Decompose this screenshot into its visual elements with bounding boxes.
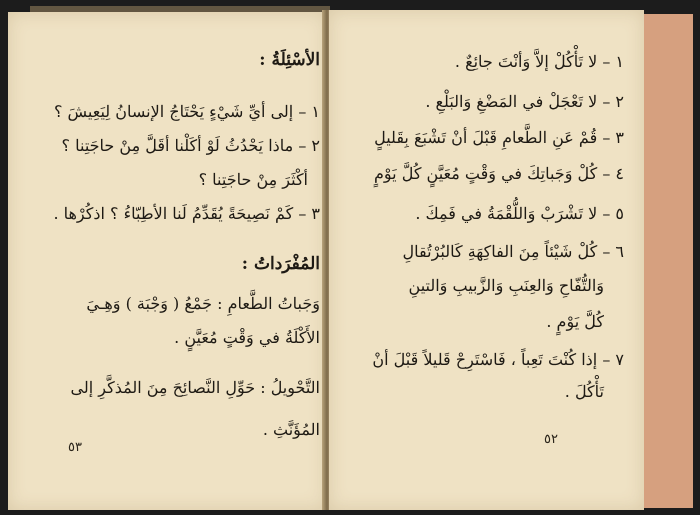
right-page [329,10,644,510]
page-number-left: ٥٣ [68,440,82,455]
transformation-exercise-continued: المُؤَنَّثِ . [262,420,320,439]
advice-3: ٣ – قُمْ عَنِ الطَّعامِ قَبْلَ أنْ تَشْبَعَ بِقَليلٍ [374,128,624,147]
advice-6-continued: وَالتُّفّاحِ وَالعِنَبِ وَالزَّبيبِ وَالتينِ [408,276,604,295]
advice-6-end: كُلَّ يَوْمٍ . [546,312,604,331]
question-2-continued: أكْثَرَ مِنْ حاجَتِنا ؟ [198,170,308,189]
left-page [8,12,327,510]
advice-5: ٥ – لا تَشْرَبْ وَاللُّقْمَةُ في فَمِكَ . [415,204,624,223]
transformation-exercise: التَّحْويلُ : حَوِّلِ النَّصائِحَ مِنَ المُذكَّرِ إلى [70,378,320,397]
questions-heading: الأسْئِلَةُ : [259,50,320,70]
advice-6: ٦ – كُلْ شَيْئاً مِنَ الفاكِهَةِ كَالبُرْتُقالِ [402,242,624,261]
question-3: ٣ – كَمْ نَصِيحَةً يُقَدِّمُ لَنا الأطِبّاءُ ؟ اذكُرْها . [53,204,320,223]
page-number-right: ٥٢ [544,432,558,447]
advice-1: ١ – لا تَأْكُلْ إلاَّ وَأنْتَ جائِعٌ . [454,52,624,71]
vocabulary-heading: المُفْرَداتُ : [241,254,320,274]
question-2: ٢ – ماذا يَحْدُثُ لَوْ أكَلْنا أقَلَّ مِنْ حاجَتِنا ؟ [61,136,320,155]
back-cover-edge [640,14,693,508]
vocabulary-entry-continued: الأَكْلَةُ في وَقْتٍ مُعَيَّنٍ . [174,328,320,347]
advice-2: ٢ – لا تَعْجَلْ في المَضْغِ وَالبَلْعِ . [425,92,624,111]
advice-7-continued: تَأْكُلَ . [564,382,604,401]
advice-4: ٤ – كُلْ وَجَباتِكَ في وَقْتٍ مُعَيَّنٍ كُلَّ يَوْمٍ [374,164,624,183]
question-1: ١ – إلى أيِّ شَيْءٍ يَحْتَاجُ الإنسانُ لِيَعِيشَ ؟ [53,102,320,121]
vocabulary-entry: وَجَباتُ الطَّعامِ : جَمْعُ ( وَجْبَة ) وَهِـيَ [86,294,320,313]
advice-7: ٧ – إذا كُنْتَ تَعِباً ، فَاسْتَرِحْ قَليلاً قَبْلَ أنْ [372,350,624,369]
